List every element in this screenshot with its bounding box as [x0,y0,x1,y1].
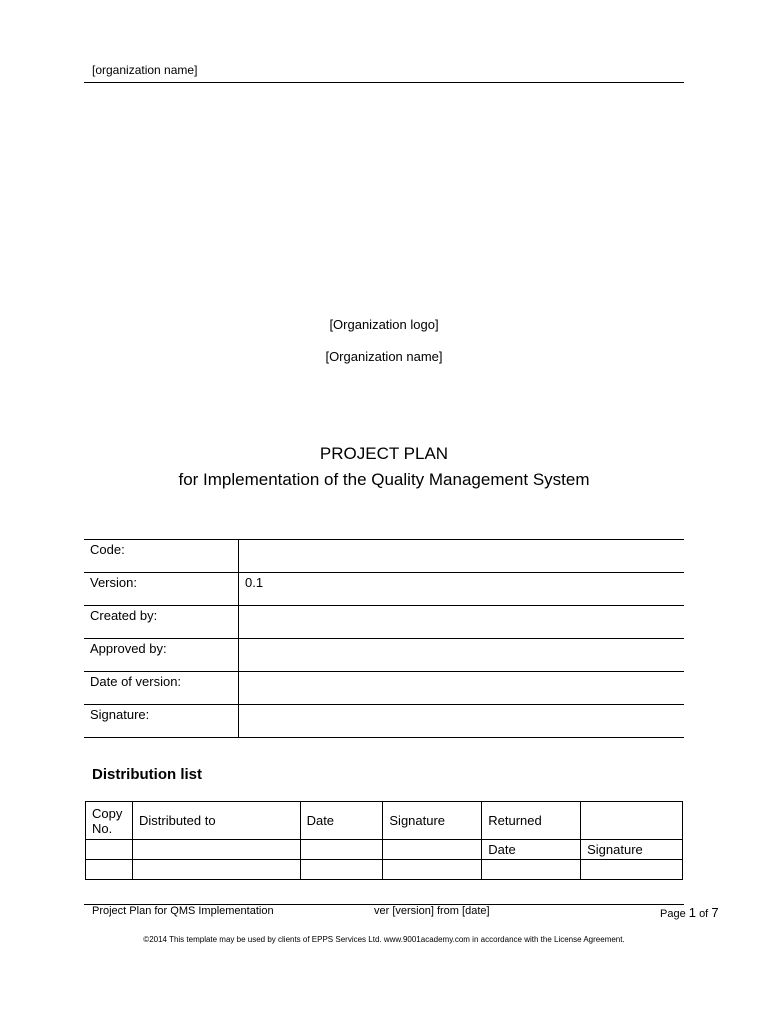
table-cell [86,840,133,860]
meta-value [239,639,685,672]
header-returned-empty [581,802,683,840]
table-cell [383,840,482,860]
meta-label: Date of version: [84,672,239,705]
header-returned: Returned [482,802,581,840]
table-cell [132,840,300,860]
footer-document-name: Project Plan for QMS Implementation [92,905,274,917]
meta-label: Version: [84,573,239,606]
table-cell [300,840,383,860]
header-distributed-to: Distributed to [132,802,300,840]
page-total: 7 [711,905,719,920]
table-cell [132,860,300,880]
organization-logo-placeholder: [Organization logo] [329,317,439,332]
meta-label: Created by: [84,606,239,639]
table-header-row [86,802,683,840]
meta-label: Signature: [84,705,239,738]
header-returned-signature: Signature [581,840,683,860]
header-divider [84,82,684,83]
meta-label: Approved by: [84,639,239,672]
table-cell [383,860,482,880]
table-subheader-row [86,840,683,860]
header-date: Date [300,802,383,840]
document-title: PROJECT PLAN [319,444,449,463]
distribution-list-heading: Distribution list [92,766,202,783]
table-cell [581,860,683,880]
table-cell [300,860,383,880]
meta-value [239,672,685,705]
table-cell [86,860,133,880]
meta-value [239,705,685,738]
table-cell [482,860,581,880]
meta-row-date-of-version [84,672,684,705]
copyright-notice: ©2014 This template may be used by clients of EPPS Services Ltd. www.9001academy.com in accordance with the License Agreement. [143,935,625,944]
of-word: of [699,908,709,920]
table-row [86,860,683,880]
meta-value: 0.1 [239,573,685,606]
page-word: Page [660,908,686,920]
document-subtitle: for Implementation of the Quality Management System [178,470,590,489]
meta-value [239,540,685,573]
footer-version: ver [version] from [date] [374,905,490,917]
meta-row-approved-by [84,639,684,672]
meta-value [239,606,685,639]
organization-name-placeholder: [Organization name] [325,349,443,364]
document-metadata-table [84,539,684,738]
distribution-list-table [85,801,683,880]
meta-row-code [84,540,684,573]
header-signature: Signature [383,802,482,840]
header-organization-name: [organization name] [92,63,198,77]
header-copy-no: Copy No. [86,802,133,840]
meta-row-version [84,573,684,606]
header-returned-date: Date [482,840,581,860]
meta-row-created-by [84,606,684,639]
meta-label: Code: [84,540,239,573]
footer-page-number [660,905,719,920]
page-current: 1 [688,905,696,920]
meta-row-signature [84,705,684,738]
